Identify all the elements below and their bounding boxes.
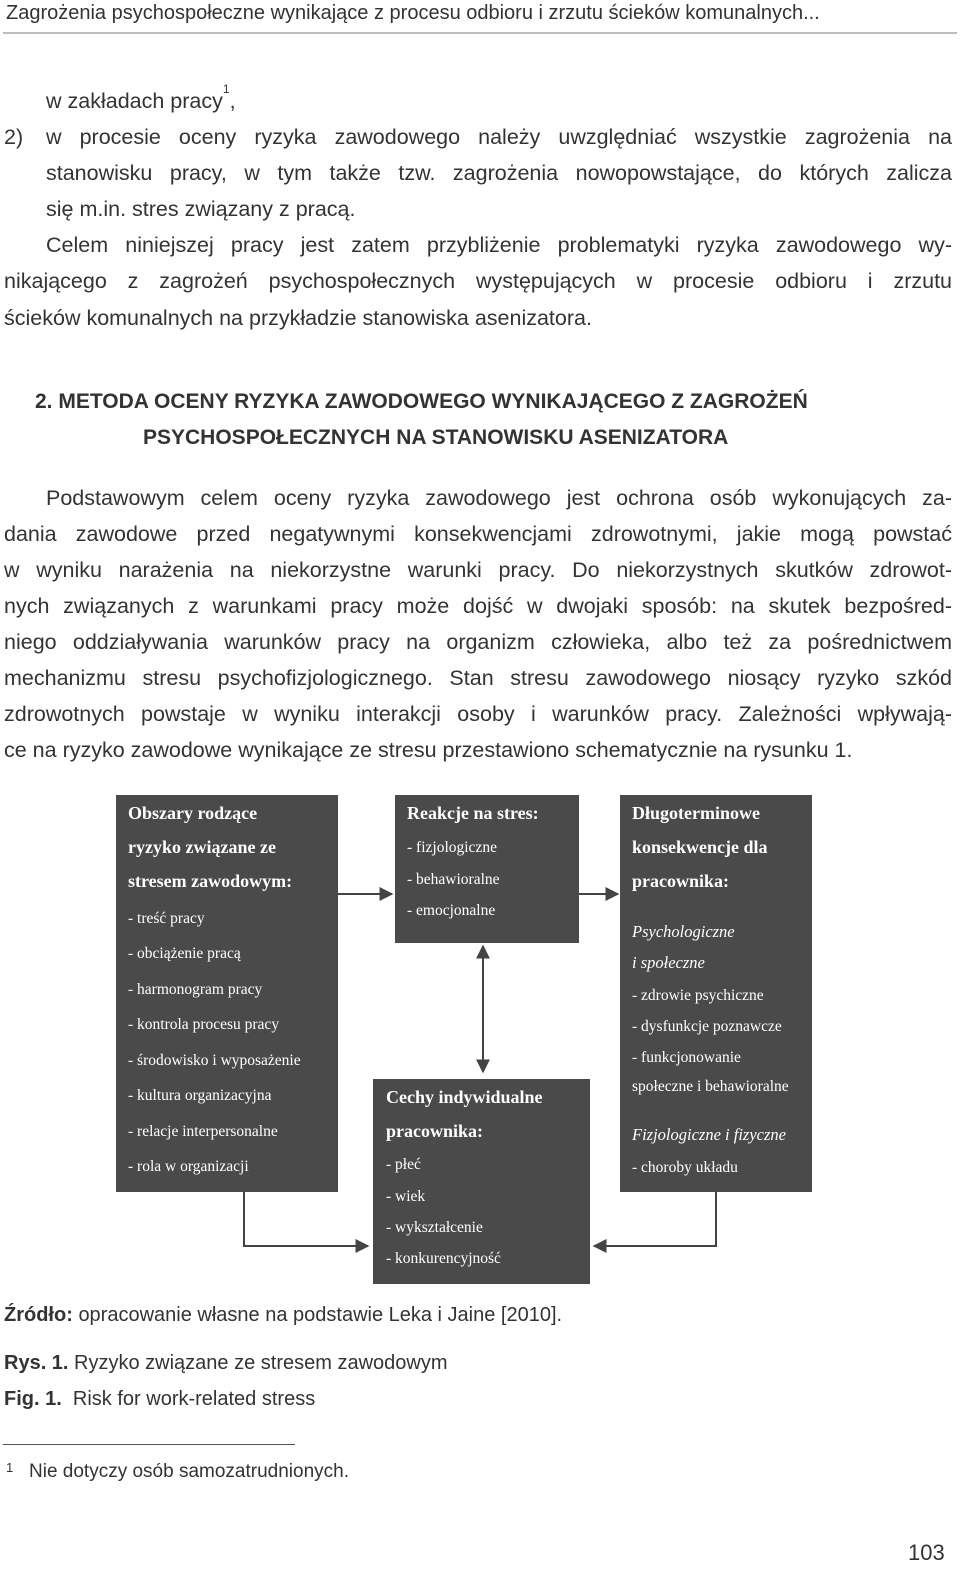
list-item-1-continuation: w zakładach pracy$^1$, <box>46 81 236 113</box>
box-title-line: stresem zawodowym: <box>128 871 293 891</box>
box-list-item: - funkcjonowanie <box>632 1049 741 1066</box>
page-number: 103 <box>908 1540 945 1565</box>
section-heading: PSYCHOSPOŁECZNYCH NA STANOWISKU ASENIZATORA <box>143 426 729 449</box>
box-list-item: - kultura organizacyjna <box>128 1087 272 1104</box>
paragraph-line: zdrowotnych powstaje w wyniku interakcji osoby i warunków pracy. Zależności wpływają- <box>4 702 952 726</box>
box-title-line: Cechy indywidualne <box>386 1087 543 1107</box>
box-list-item: - zdrowie psychiczne <box>632 987 764 1004</box>
box-stress-reactions <box>395 795 579 943</box>
running-header: Zagrożenia psychospołeczne wynikające z procesu odbioru i zrzutu ścieków komunalnych... <box>6 2 820 24</box>
list-item-2-line: się m.in. stres związany z pracą. <box>46 197 356 221</box>
box-list-item: - behawioralne <box>407 871 500 888</box>
box-list-item: - konkurencyjność <box>386 1250 501 1267</box>
paragraph-line: dania zawodowe przed negatywnymi konsekwencjami zdrowotnymi, jakie mogą powstać <box>4 522 952 546</box>
box-list-item: - emocjonalne <box>407 902 496 919</box>
box-title-line: konsekwencje dla <box>632 837 768 857</box>
figure-source: Źródło: opracowanie własne na podstawie Leka i Jaine [2010]. <box>4 1304 563 1326</box>
box-title-line: Obszary rodzące <box>128 803 258 823</box>
box-individual-traits <box>373 1079 590 1284</box>
paragraph-line: Celem niniejszej pracy jest zatem przybliżenie problematyki ryzyka zawodowego wy- <box>46 233 952 257</box>
box-subheading: i społeczne <box>632 953 705 972</box>
box-subheading: Fizjologiczne i fizyczne <box>632 1125 786 1144</box>
paragraph-line: nych związanych z warunkami pracy może dojść w dwojaki sposób: na skutek bezpośred- <box>4 594 952 618</box>
box-list-item: - fizjologiczne <box>407 839 497 856</box>
paragraph-line: ścieków komunalnych na przykładzie stanowiska asenizatora. <box>4 306 592 330</box>
box-list-item: - wiek <box>386 1188 426 1205</box>
box-title-line: Reakcje na stres: <box>407 803 539 823</box>
box-list-item: - rola w organizacji <box>128 1158 249 1175</box>
arrow-consequences-to-individual <box>594 1192 716 1246</box>
box-list-item: społeczne i behawioralne <box>632 1078 789 1095</box>
box-title-line: pracownika: <box>386 1121 484 1141</box>
paragraph-line: w wyniku narażenia na niekorzystne warunki pracy. Do niekorzystnych skutków zdrowot- <box>4 558 952 582</box>
box-title-line: ryzyko związane ze <box>128 837 276 857</box>
footnote-number: 1 <box>6 1460 14 1475</box>
box-list-item: - środowisko i wyposażenie <box>128 1052 301 1069</box>
paragraph-line: ce na ryzyko zawodowe wynikające ze stresu przestawiono schematycznie na rysunku 1. <box>4 738 853 762</box>
box-list-item: - wykształcenie <box>386 1219 483 1236</box>
paragraph-line: nikającego z zagrożeń psychospołecznych występujących w procesie odbioru i zrzutu <box>4 269 952 293</box>
paragraph-line: mechanizmu stresu psychofizjologicznego. Stan stresu zawodowego niosący ryzyko szkód <box>4 666 952 690</box>
box-stress-risk-areas <box>116 795 338 1192</box>
box-list-item: - treść pracy <box>128 910 205 927</box>
box-list-item: - obciążenie pracą <box>128 945 241 962</box>
paragraph-line: niego oddziaływania warunków pracy na organizm człowieka, albo też za pośrednictwem <box>4 630 952 654</box>
box-list-item: - harmonogram pracy <box>128 981 263 998</box>
header-divider <box>3 32 957 34</box>
box-long-term-consequences <box>620 795 812 1192</box>
section-heading: 2. METODA OCENY RYZYKA ZAWODOWEGO WYNIKAJĄCEGO Z ZAGROŻEŃ <box>35 390 808 413</box>
figure-caption-en: Fig. 1. Risk for work-related stress <box>4 1388 316 1410</box>
list-item-2-line: w procesie oceny ryzyka zawodowego należy uwzględniać wszystkie zagrożenia na <box>46 125 952 149</box>
footnote-ref: 1 <box>222 81 230 96</box>
figure-caption-pl: Rys. 1. Ryzyko związane ze stresem zawodowym <box>4 1352 448 1374</box>
paragraph-line: Podstawowym celem oceny ryzyka zawodowego jest ochrona osób wykonujących za- <box>46 486 952 510</box>
footnote-divider <box>3 1444 295 1445</box>
box-title-line: Długoterminowe <box>632 803 760 823</box>
list-item-2-number: 2) <box>4 125 24 149</box>
arrow-areas-to-individual <box>244 1192 368 1246</box>
box-subheading: Psychologiczne <box>632 922 735 941</box>
footnote-text: Nie dotyczy osób samozatrudnionych. <box>29 1461 349 1482</box>
box-list-item: - relacje interpersonalne <box>128 1123 278 1140</box>
box-list-item: - kontrola procesu pracy <box>128 1016 280 1033</box>
box-list-item: - choroby układu <box>632 1159 738 1176</box>
box-title-line: pracownika: <box>632 871 730 891</box>
box-list-item: - płeć <box>386 1156 421 1173</box>
list-item-2-line: stanowisku pracy, w tym także tzw. zagrożenia nowopowstające, do których zalicza <box>46 161 952 185</box>
box-list-item: - dysfunkcje poznawcze <box>632 1018 782 1035</box>
